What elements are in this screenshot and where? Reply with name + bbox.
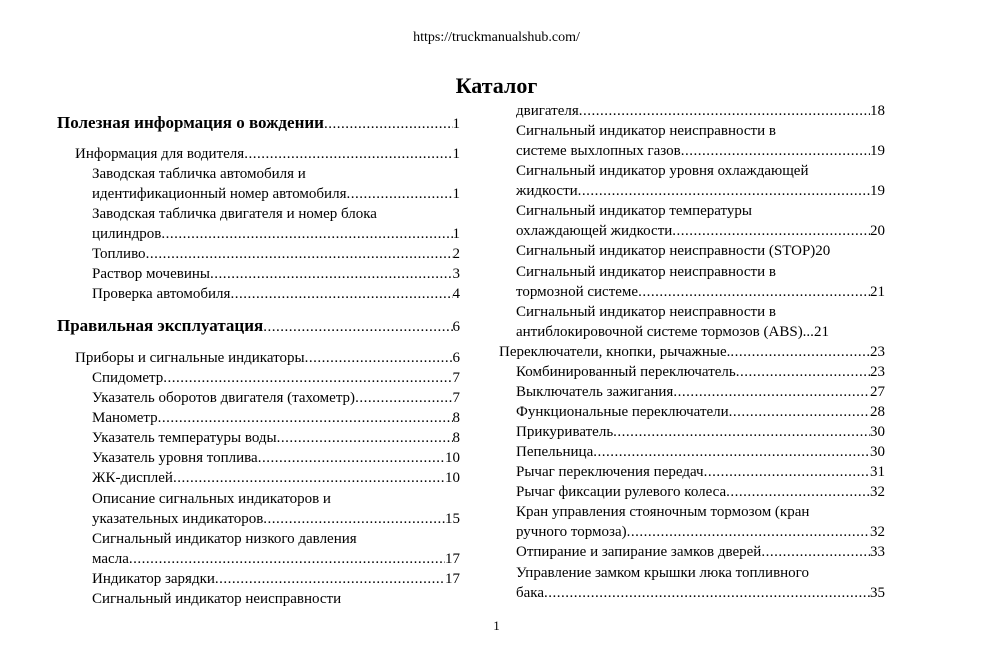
toc-entry-engine-plate-line1[interactable]: Заводская табличка двигателя и номер блока [92,206,377,222]
toc-entry-manometer[interactable]: Манометр ..... 8 [92,408,460,428]
toc-entry-coolant-level[interactable]: жидкости ..... 19 [516,181,885,201]
toc-entry-vehicle-plate[interactable]: идентификационный номер автомобиля ..... 1 [92,184,460,204]
page-url: https://truckmanualshub.com/ [413,30,580,45]
toc-entry-fuel[interactable]: Топливо ..... 2 [92,244,460,264]
toc-entry-coolant-level-line1[interactable]: Сигнальный индикатор уровня охлаждающей [516,163,809,179]
toc-entry-ashtray[interactable]: Пепельница ..... 30 [516,442,885,462]
toc-entry-indicator-desc-line1[interactable]: Описание сигнальных индикаторов и [92,491,331,507]
toc-entry-coolant-temp[interactable]: охлаждающей жидкости ..... 20 [516,221,885,241]
page-title: Каталог [455,73,538,98]
toc-entry-engine-plate[interactable]: цилиндров ..... 1 [92,224,460,244]
toc-entry-abs-line1[interactable]: Сигнальный индикатор неисправности в [516,304,776,320]
toc-entry-func-switches[interactable]: Функциональные переключатели ..... 28 [516,402,885,422]
toc-entry-engine-fault[interactable]: двигателя ..... 18 [516,101,885,121]
toc-entry-fuel-cap[interactable]: бака ..... 35 [516,583,885,603]
toc-entry-steering-lock[interactable]: Рычаг фиксации рулевого колеса ..... 32 [516,482,885,502]
toc-entry-driver-info[interactable]: Информация для водителя ..... 1 [75,144,460,164]
toc-entry-brake-line1[interactable]: Сигнальный индикатор неисправности в [516,264,776,280]
toc-entry-parking-line1[interactable]: Кран управления стояночным тормозом (кран [516,504,810,520]
toc-entry-indicator-desc[interactable]: указательных индикаторов ..... 15 [92,509,460,529]
toc-entry-lighter[interactable]: Прикуриватель ..... 30 [516,422,885,442]
toc-entry-fuel-cap-line1[interactable]: Управление замком крышки люка топливного [516,565,809,581]
toc-entry-door-locks[interactable]: Отпирание и запирание замков дверей ..... 33 [516,542,885,562]
toc-entry-fuel-level[interactable]: Указатель уровня топлива ..... 10 [92,448,460,468]
toc-entry-urea[interactable]: Раствор мочевины ..... 3 [92,264,460,284]
toc-entry-speedometer[interactable]: Спидометр ..... 7 [92,368,460,388]
toc-entry-engine-fault-line1[interactable]: Сигнальный индикатор неисправности [92,591,342,607]
toc-entry-parking[interactable]: ручного тормоза) ..... 32 [516,522,885,542]
toc-entry-inspection[interactable]: Проверка автомобиля ..... 4 [92,284,460,304]
toc-entry-exhaust[interactable]: системе выхлопных газов ..... 19 [516,141,885,161]
toc-entry-brake[interactable]: тормозной системе ..... 21 [516,282,885,302]
toc-entry-exhaust-line1[interactable]: Сигнальный индикатор неисправности в [516,123,776,139]
toc-entry-oil-pressure-line1[interactable]: Сигнальный индикатор низкого давления [92,531,357,547]
toc-entry-water-temp[interactable]: Указатель температуры воды ..... 8 [92,428,460,448]
toc-entry-gear-lever[interactable]: Рычаг переключения передач ..... 31 [516,462,885,482]
toc-entry-coolant-temp-line1[interactable]: Сигнальный индикатор температуры [516,203,752,219]
toc-entry-tachometer[interactable]: Указатель оборотов двигателя (тахометр) ..... 7 [92,388,460,408]
toc-entry-lcd[interactable]: ЖК-дисплей ..... 10 [92,468,460,488]
toc-entry-abs[interactable]: антиблокировочной системе тормозов (ABS)... 21 [516,324,829,340]
toc-entry-combo-switch[interactable]: Комбинированный переключатель ..... 23 [516,362,885,382]
toc-entry-oil-pressure[interactable]: масла ..... 17 [92,549,460,569]
toc-heading-operation[interactable]: Правильная эксплуатация ..... 6 [57,315,460,338]
toc-entry-charging[interactable]: Индикатор зарядки ..... 17 [92,569,460,589]
page-number: 1 [493,618,500,633]
toc-entry-vehicle-plate-line1[interactable]: Заводская табличка автомобиля и [92,166,306,182]
toc-heading-driving[interactable]: Полезная информация о вождении ..... 1 [57,112,460,135]
toc-entry-ignition[interactable]: Выключатель зажигания ..... 27 [516,382,885,402]
toc-entry-stop[interactable]: Сигнальный индикатор неисправности (STOP) 20 [516,243,831,259]
toc-entry-switches[interactable]: Переключатели, кнопки, рычажные. ..... 23 [499,342,885,362]
toc-entry-instruments[interactable]: Приборы и сигнальные индикаторы ..... 6 [75,348,460,368]
